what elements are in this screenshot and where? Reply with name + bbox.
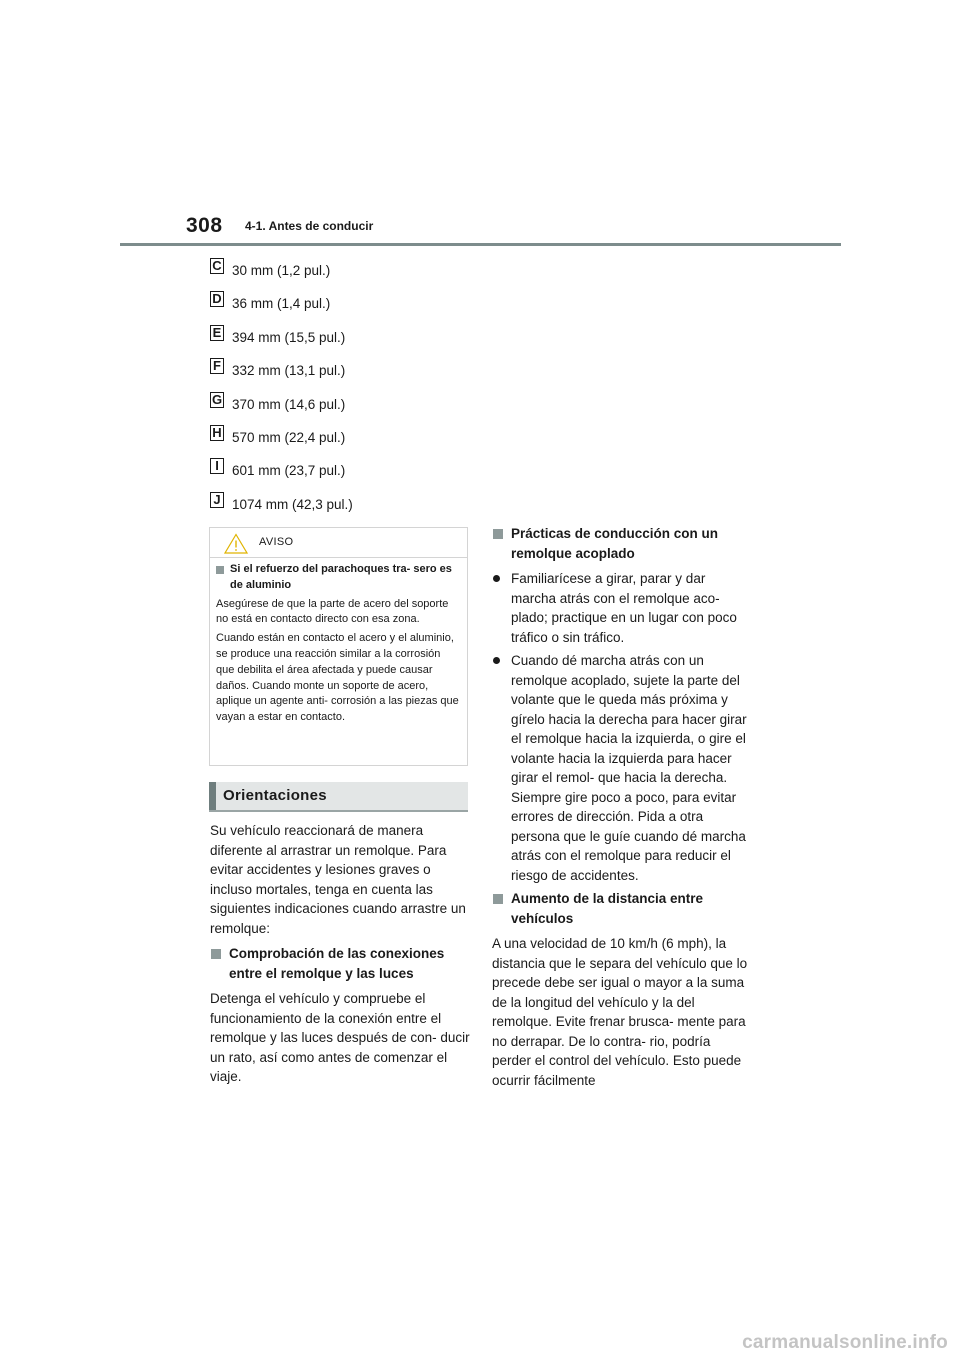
bullet-item	[492, 651, 752, 885]
orientaciones-title: Orientaciones	[223, 787, 327, 804]
warning-subheading	[216, 562, 461, 594]
dimension-letter-box: I	[210, 458, 224, 474]
bullet-dot-icon	[493, 575, 500, 582]
section-header: 4-1. Antes de conducir	[245, 219, 374, 233]
dimension-list	[210, 258, 510, 525]
dimension-value: 570 mm (22,4 pul.)	[232, 429, 346, 445]
dimension-item	[210, 258, 510, 291]
dimension-value: 36 mm (1,4 pul.)	[232, 296, 331, 312]
warning-triangle-icon	[224, 533, 248, 554]
header-rule	[120, 243, 841, 246]
dimension-item	[210, 492, 510, 525]
subheading	[210, 944, 470, 983]
dimension-value: 601 mm (23,7 pul.)	[232, 463, 346, 479]
bullet-dot-icon	[493, 657, 500, 664]
dimension-letter-box: F	[210, 358, 224, 374]
dimension-item	[210, 358, 510, 391]
dimension-value: 332 mm (13,1 pul.)	[232, 363, 346, 379]
dimension-item	[210, 392, 510, 425]
right-column	[492, 524, 752, 1096]
subheading-text: Aumento de la distancia entre vehículos	[511, 891, 704, 926]
dimension-value: 394 mm (15,5 pul.)	[232, 329, 346, 345]
warning-paragraph: Cuando están en contacto el acero y el aluminio, se produce una reacción similar a la corrosión que debilita el área afectada y puede causar daños. Cuando monte un soporte de acero, aplique un agente anti- corrosión a las piezas que vayan a estar en contacto.	[216, 632, 459, 724]
dimension-value: 30 mm (1,2 pul.)	[232, 263, 331, 278]
dimension-letter-box: C	[210, 258, 224, 274]
warning-paragraph: Asegúrese de que la parte de acero del soporte no está en contacto directo con esa zona.	[216, 597, 449, 626]
dimension-letter-box: G	[211, 391, 223, 407]
square-bullet-icon	[211, 949, 221, 959]
page-number: 308	[186, 214, 223, 237]
heading-accent-bar	[209, 782, 216, 810]
watermark[interactable]: carmanualsonline.info	[742, 1332, 948, 1353]
square-bullet-icon	[216, 566, 224, 574]
warning-title: AVISO	[259, 536, 294, 548]
intro-paragraph: Su vehículo reaccionará de manera diferente al arrastrar un remolque. Para evitar accidentes y lesiones graves o incluso mortales, tenga en cuenta las siguientes indicaciones cuando arrastre un remolque:	[210, 823, 466, 936]
bullet-item	[492, 569, 752, 647]
left-column	[210, 821, 470, 1093]
subheading-text: Prácticas de conducción con un remolque acoplado	[511, 526, 719, 561]
warning-subheading-text: Si el refuerzo del parachoques tra- sero es de aluminio	[230, 563, 452, 591]
warning-header	[210, 528, 467, 558]
warning-body	[210, 558, 467, 726]
dimension-value: 370 mm (14,6 pul.)	[232, 396, 346, 412]
dimension-value: 1074 mm (42,3 pul.)	[232, 496, 353, 512]
dimension-item	[210, 425, 510, 458]
square-bullet-icon	[493, 894, 503, 904]
orientaciones-heading	[209, 782, 468, 812]
bullet-text: Familiarícese a girar, parar y dar marcha atrás con el remolque aco- plado; practique en un lugar con poco tráfico o sin tráfico.	[511, 571, 737, 645]
dimension-item	[210, 458, 510, 491]
warning-box	[209, 527, 468, 766]
subheading-text: Comprobación de las conexiones entre el remolque y las luces	[229, 946, 445, 981]
subheading	[492, 524, 752, 563]
section-paragraph: A una velocidad de 10 km/h (6 mph), la distancia que le separa del vehículo que lo precede debe ser igual o mayor a la suma de la longitud del vehículo y la del remolque. Evite frenar brusca- mente para no derrapar. De lo contra- rio, podría perder el control del vehículo. Esto puede ocurrir fácilmente	[492, 936, 748, 1088]
dimension-item	[210, 291, 510, 324]
dimension-letter-box: H	[210, 425, 224, 441]
dimension-letter-box: D	[210, 291, 224, 307]
bullet-text: Cuando dé marcha atrás con un remolque acoplado, sujete la parte del volante que le queda más próxima y gírelo hacia la derecha para hacer girar el remolque hacia la izquierda, o gire el volante hacia la izquierda para hacer girar el remol- que hacia la derecha. Siempre gire poco a poco, para evitar errores de dirección. Pida a otra persona que le guíe cuando dé marcha atrás con el remolque para reducir el riesgo de accidentes.	[511, 653, 747, 883]
square-bullet-icon	[493, 529, 503, 539]
subheading	[492, 889, 752, 928]
section-paragraph: Detenga el vehículo y compruebe el funcionamiento de la conexión entre el remolque y las luces después de con- ducir un rato, así como antes de comenzar el viaje.	[210, 991, 470, 1084]
dimension-letter-box: E	[210, 325, 224, 341]
dimension-item	[210, 325, 510, 358]
dimension-letter-box: J	[210, 492, 224, 508]
